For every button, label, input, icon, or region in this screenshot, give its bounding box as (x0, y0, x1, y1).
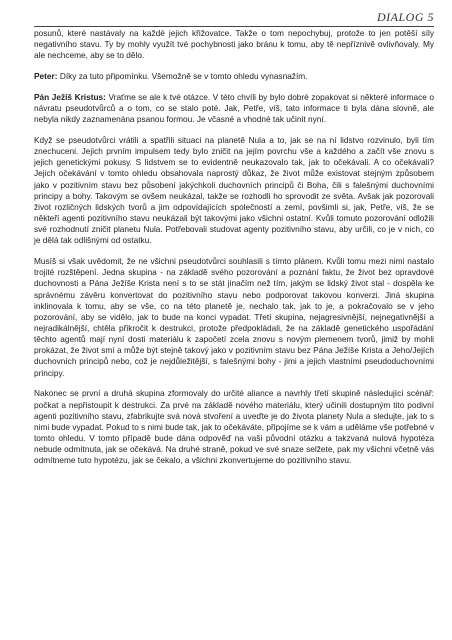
paragraph (34, 388, 434, 466)
page-header: DIALOG 5 (377, 10, 434, 24)
paragraph (34, 256, 434, 379)
paragraph-peter (34, 71, 434, 82)
header-divider (34, 26, 434, 27)
paragraph-text: posunů, které nastávaly na každé jejich křižovatce. Takže o tom nepochybuj, protože to jen potěší síly negativního stavu. Ty by mohly využít tvé pochybnosti jako bránu k tomu, aby tě nepříznivě ovlivňovaly. My ale nechceme, aby se to dělo. (34, 28, 434, 61)
paragraph-jesus (34, 92, 434, 125)
speaker-label: Pán Ježíš Kristus: (34, 91, 106, 102)
paragraph-text: Nakonec se první a druhá skupina zformovaly do určité aliance a navrhly třetí skupině následující scénář: počkat a nepřistoupit k destrukci. Za prvé na základě nového materiálu, který učinili dostupným tito podivní agenti pozitivního stavu, zfabrikujte svá nová stvoření a uveďte je do života planety Nula a sledujte, jak to s nimi bude vypadat. Pokud to s nimi bude tak, jak to očekáváte, připojíme se k vám a uděláme vše potřebné v tomto ohledu. V tomto případě bude dána odpověď na vaši původní otázku a takzvaná nulová hypotéza nebude odmítnuta, jak se očekává. Na druhé straně, pokud ve své snaze selžete, pak my všichni včetně vás odmítneme tuto hypotézu, jak se čekalo, a všichni zkonvertujeme do pozitivního stavu. (34, 388, 434, 466)
paragraph-text: Když se pseudotvůrci vrátili a spatřili situaci na planetě Nula a to, jak se na ní lidstvo rozvinulo, byli tím znechuceni. Jejich prvním impulsem tedy bylo zničit na jejím povrchu vše a každého a začít vše znovu s jejich genetickými pokusy. S lidstvem se to evidentně neukazovalo tak, jak to očekávali. A co očekávali? Jejich očekávání v tomto ohledu obsahovala naprostý důkaz, že život může existovat stejným způsobem jako v pozitivním stavu bez působení jakýchkoli duchovních principů či Boha, čili s falešnými duchovními principy a bohy. Takovým se ovšem neukázal, takže se rozhodli ho sprovodit ze světa. Avšak jak pozorovali život rozličných lidských tvorů a jim odpovídajících společností a zemí, povšimli si, jak, Petře, víš, že se někteří agenti pozitivního stavu neukázali být takovými jako všichni ostatní. Kvůli tomuto pozorování odložili své rozhodnutí zničit planetu Nula. Potřebovali studovat agenty pozitivního stavu, aby určili, co je v nich, co je dělá tak odlišnými od ostatku. (34, 134, 434, 246)
paragraph-text: Musíš si však uvědomit, že ne všichni pseudotvůrci souhlasili s tímto plánem. Kvůli tomu mezi nimi nastalo trojité rozštěpení. Jedna skupina - na základě svého pozorování a poznání faktu, že život bez opravdové duchovnosti a Pána Ježíše Krista není s to se stát jinačím než tím, jakým se lidský život stal - dospěla ke správnému závěru konvertovat do pozitivního stavu nebo podporovat takovou konverzi. Jiná skupina inklinovala k tomu, aby se vše, co na této planetě je, nechalo tak, jak to je, a pokračovalo se v jeho pozorování, aby se vidělo, jak to bude na konci vypadat. Třetí skupina, nejagresivnější, nejnegativnější a nejradikálnější, chtěla přikročit k destrukci, protože předpokládali, že na základě genetického uspořádání těchto agentů mají nyní dosti materiálu k započetí zcela znovu s novým plemenem tvorů, jimiž by mohli prokázat, že život smí a může být stejně takový jako v pozitivním stavu bez Pána Ježíše Krista a Jeho/Jejích duchovních principů nebo, což je nejdůležitější, s falešnými bohy - jimi a jejich vlastními pseudoduchovními principy. (34, 256, 434, 378)
document-body (34, 28, 434, 476)
paragraph (34, 135, 434, 247)
paragraph-text: Vraťme se ale k tvé otázce. V této chvíli by bylo dobré zopakovat si některé informace o návratu pseudotvůrců a o tom, co se stalo poté. Jak, Petře, víš, tato informace ti byla dána slovně, ale nebyla nikdy zaznamenána psanou formou. Je včasné a vhodné tak učinit nyní. (34, 91, 434, 125)
paragraph-text: Díky za tuto připomínku. Všemožně se v tomto ohledu vynasnažím. (59, 71, 308, 82)
paragraph (34, 28, 434, 61)
speaker-label: Peter: (34, 71, 58, 82)
